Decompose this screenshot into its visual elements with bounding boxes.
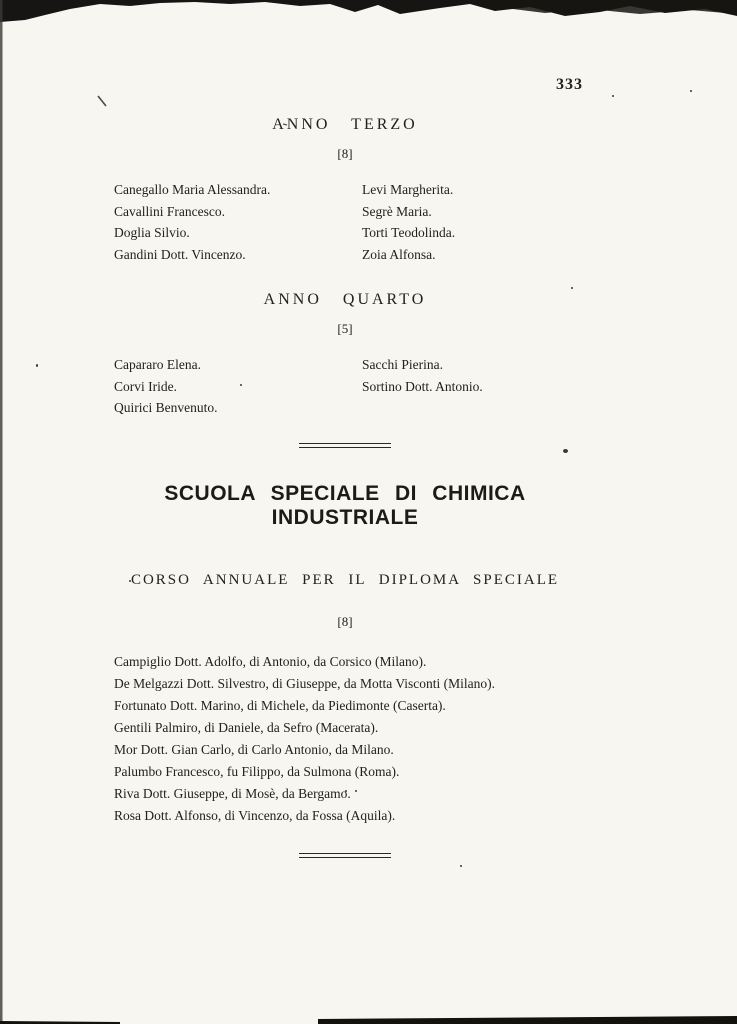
ink-speck [36, 364, 38, 367]
section-title-anno-terzo: ANNO TERZO [272, 116, 418, 133]
list-item: Quirici Benvenuto. [114, 400, 218, 415]
list-item: Campiglio Dott. Adolfo, di Antonio, da Corsico (Milano). [114, 653, 427, 669]
anno-terzo-name-list [114, 179, 576, 265]
student-count: [5] [337, 321, 353, 336]
anno-quarto-name-list [114, 354, 576, 419]
name-column-right [362, 354, 576, 419]
list-item: Corvi Iride. [114, 378, 177, 394]
student-count: [8] [337, 146, 353, 161]
list-item: Canegallo Maria Alessandra. [114, 182, 271, 197]
list-item: Riva Dott. Giuseppe, di Mosè, da Bergamo. [114, 785, 351, 801]
page-number: 333 [556, 76, 583, 93]
name-column-left [114, 179, 362, 265]
list-item: Gentili Palmiro, di Daniele, da Sefro (Macerata). [114, 719, 379, 735]
list-item: Capararo Elena. [114, 357, 201, 372]
section-divider [299, 443, 391, 448]
ink-speck [690, 90, 692, 92]
ink-speck [460, 865, 462, 867]
list-item: De Melgazzi Dott. Silvestro, di Giuseppe, da Motta Visconti (Milano). [114, 675, 495, 691]
list-item: Torti Teodolinda. [362, 225, 456, 240]
list-item: Sacchi Pierina. [362, 357, 443, 372]
list-item: Sortino Dott. Antonio. [362, 378, 483, 394]
list-item: Mor Dott. Gian Carlo, di Carlo Antonio, da Milano. [114, 741, 394, 757]
name-column-left [114, 354, 362, 419]
page-content [114, 116, 576, 858]
diploma-student-list [114, 651, 576, 827]
list-item: Doglia Silvio. [114, 225, 190, 240]
course-title: CORSO ANNUALE PER IL DIPLOMA SPECIALE [130, 571, 560, 588]
list-item: Levi Margherita. [362, 182, 454, 197]
list-item: Gandini Dott. Vincenzo. [114, 246, 246, 262]
list-item: Palumbo Francesco, fu Filippo, da Sulmona (Roma). [114, 763, 400, 779]
list-item: Cavallini Francesco. [114, 203, 225, 219]
ink-speck [612, 95, 614, 97]
section-divider [299, 853, 391, 858]
list-item: Fortunato Dott. Marino, di Michele, da Piedimonte (Caserta). [114, 697, 446, 713]
student-count: [8] [337, 613, 353, 629]
name-column-right [362, 179, 576, 265]
list-item: Segrè Maria. [362, 203, 432, 219]
list-item: Zoia Alfonsa. [362, 246, 436, 262]
school-title: SCUOLA SPECIALE DI CHIMICA INDUSTRIALE [164, 481, 526, 529]
section-title-anno-quarto: ANNO QUARTO [263, 291, 427, 308]
list-item: Rosa Dott. Alfonso, di Vincenzo, da Fossa (Aquila). [114, 807, 396, 823]
